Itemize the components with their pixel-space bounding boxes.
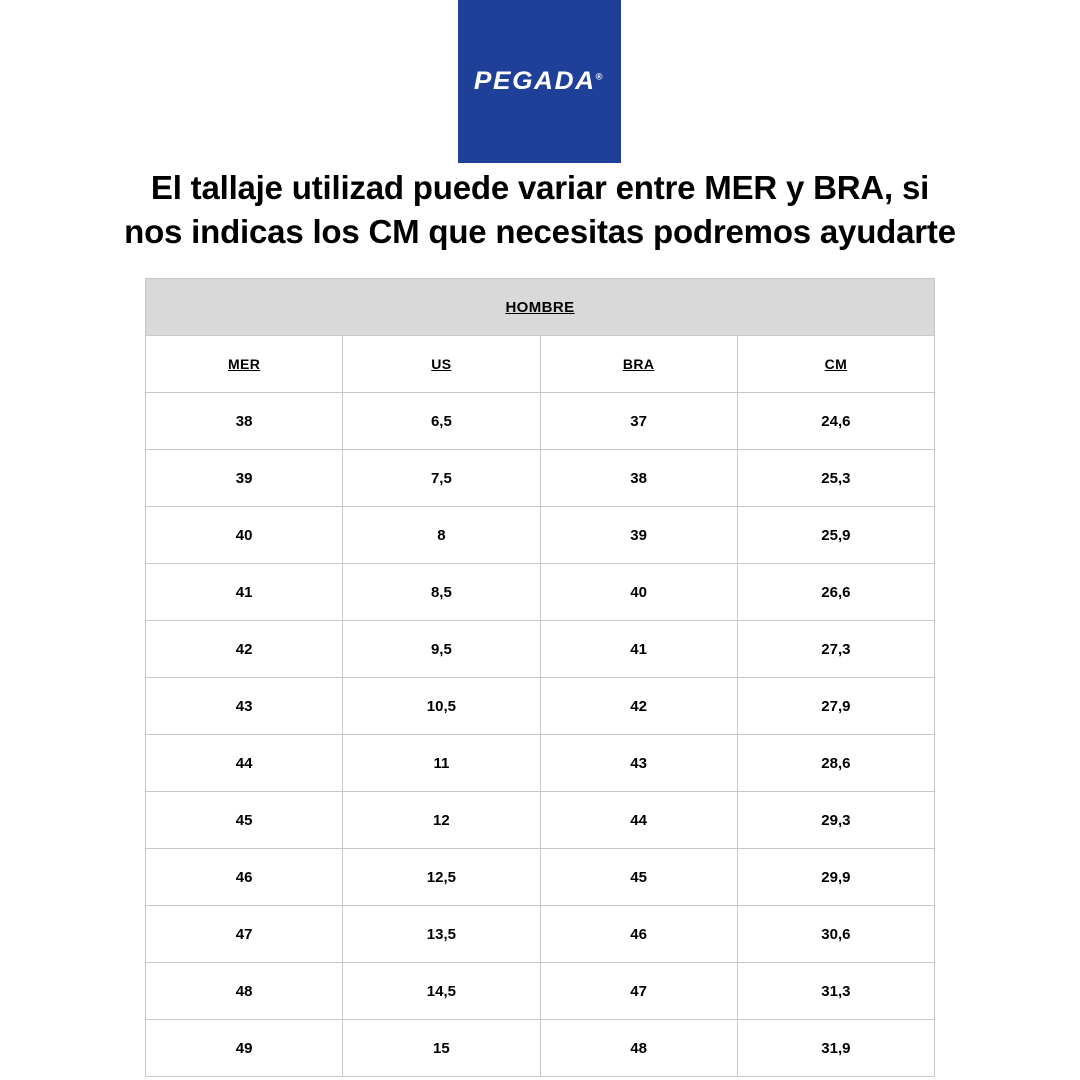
- cell-bra: 38: [540, 450, 737, 507]
- cell-cm: 29,3: [737, 792, 934, 849]
- cell-cm: 28,6: [737, 735, 934, 792]
- brand-logo: [474, 67, 604, 96]
- cell-mer: 39: [146, 450, 343, 507]
- column-header-bra: [540, 336, 737, 393]
- cell-cm: 27,3: [737, 621, 934, 678]
- cell-us: 10,5: [343, 678, 540, 735]
- cell-mer: 43: [146, 678, 343, 735]
- table-row: [146, 678, 935, 735]
- column-header-mer: [146, 336, 343, 393]
- cell-mer: 46: [146, 849, 343, 906]
- cell-bra: 43: [540, 735, 737, 792]
- cell-us: 8,5: [343, 564, 540, 621]
- cell-mer: 47: [146, 906, 343, 963]
- table-row: [146, 450, 935, 507]
- cell-us: 11: [343, 735, 540, 792]
- cell-us: 8: [343, 507, 540, 564]
- cell-cm: 25,9: [737, 507, 934, 564]
- cell-cm: 26,6: [737, 564, 934, 621]
- cell-cm: 30,6: [737, 906, 934, 963]
- cell-bra: 37: [540, 393, 737, 450]
- cell-cm: 31,3: [737, 963, 934, 1020]
- cell-bra: 39: [540, 507, 737, 564]
- cell-mer: 49: [146, 1020, 343, 1077]
- cell-mer: 48: [146, 963, 343, 1020]
- cell-cm: 25,3: [737, 450, 934, 507]
- table-row: [146, 564, 935, 621]
- cell-bra: 44: [540, 792, 737, 849]
- cell-us: 15: [343, 1020, 540, 1077]
- cell-bra: 42: [540, 678, 737, 735]
- cell-mer: 38: [146, 393, 343, 450]
- cell-bra: 48: [540, 1020, 737, 1077]
- table-row: [146, 393, 935, 450]
- cell-us: 13,5: [343, 906, 540, 963]
- cell-cm: 24,6: [737, 393, 934, 450]
- table-title-label: HOMBRE: [505, 298, 575, 316]
- cell-bra: 41: [540, 621, 737, 678]
- brand-name: PEGADA: [474, 67, 597, 95]
- cell-mer: 45: [146, 792, 343, 849]
- size-table-body: [146, 279, 935, 1077]
- cell-cm: 31,9: [737, 1020, 934, 1077]
- cell-cm: 27,9: [737, 678, 934, 735]
- page-title: [0, 166, 1080, 253]
- table-title-row: [146, 279, 935, 336]
- cell-us: 7,5: [343, 450, 540, 507]
- cell-bra: 46: [540, 906, 737, 963]
- registered-mark-icon: ®: [596, 71, 605, 82]
- cell-bra: 45: [540, 849, 737, 906]
- column-header-label: US: [431, 355, 452, 372]
- cell-us: 9,5: [343, 621, 540, 678]
- brand-banner: [458, 0, 621, 163]
- table-row: [146, 906, 935, 963]
- table-title-cell: [146, 279, 935, 336]
- headline-line-2: nos indicas los CM que necesitas podremos ayudarte: [124, 212, 956, 250]
- cell-us: 14,5: [343, 963, 540, 1020]
- column-header-us: [343, 336, 540, 393]
- table-row: [146, 621, 935, 678]
- table-row: [146, 1020, 935, 1077]
- table-row: [146, 849, 935, 906]
- column-header-label: MER: [227, 355, 261, 372]
- size-table-container: [145, 278, 935, 1077]
- cell-mer: 42: [146, 621, 343, 678]
- cell-bra: 47: [540, 963, 737, 1020]
- cell-cm: 29,9: [737, 849, 934, 906]
- cell-mer: 41: [146, 564, 343, 621]
- column-header-cm: [737, 336, 934, 393]
- size-table: [145, 278, 935, 1077]
- table-row: [146, 792, 935, 849]
- cell-mer: 40: [146, 507, 343, 564]
- table-header-row: [146, 336, 935, 393]
- column-header-label: BRA: [622, 355, 655, 372]
- column-header-label: CM: [824, 355, 848, 372]
- cell-bra: 40: [540, 564, 737, 621]
- table-row: [146, 735, 935, 792]
- cell-mer: 44: [146, 735, 343, 792]
- cell-us: 12,5: [343, 849, 540, 906]
- table-row: [146, 507, 935, 564]
- cell-us: 12: [343, 792, 540, 849]
- cell-us: 6,5: [343, 393, 540, 450]
- table-row: [146, 963, 935, 1020]
- headline-line-1: El tallaje utilizad puede variar entre MER y BRA, si: [150, 169, 930, 206]
